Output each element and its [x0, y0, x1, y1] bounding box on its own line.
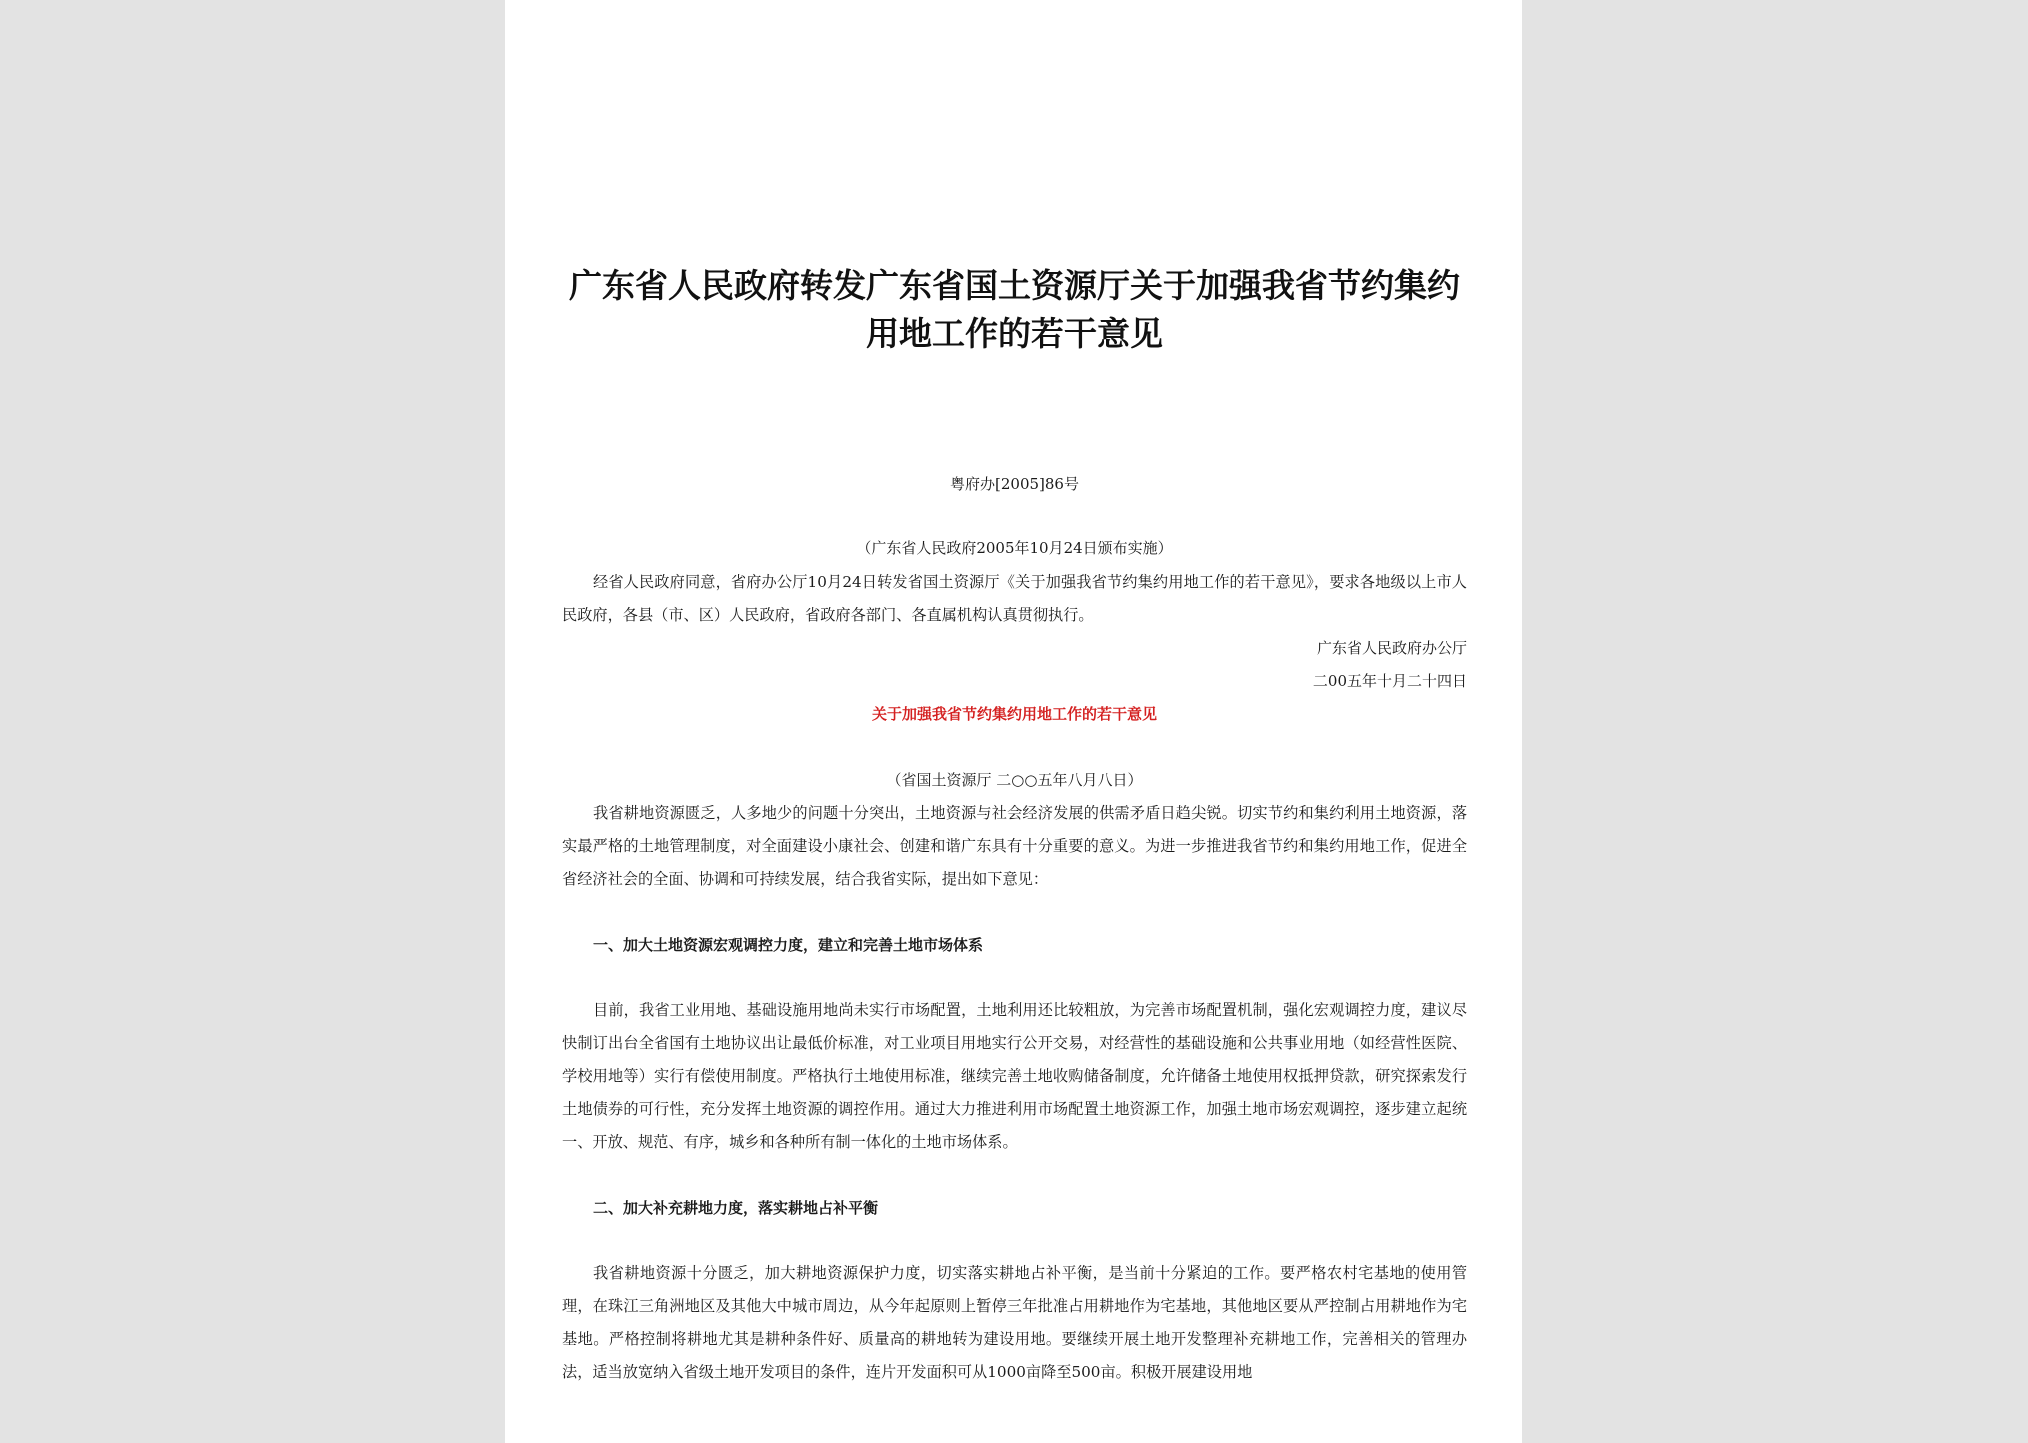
promulgation-note: （广东省人民政府2005年10月24日颁布实施）	[856, 539, 1173, 557]
document-page	[505, 0, 1522, 1443]
issuer: 广东省人民政府办公厅	[1316, 639, 1467, 657]
subtitle-source: （省国土资源厅 二○○五年八月八日）	[886, 771, 1143, 789]
section-paragraph-1: 目前，我省工业用地、基础设施用地尚未实行市场配置，土地利用还比较粗放，为完善市场配置机制，强化宏观调控力度，建议尽快制订出台全省国有土地协议出让最低价标准，对工业项目用地实行公开交易，对经营性的基础设施和公共事业用地（如经营性医院、学校用地等）实行有偿使用制度。严格执行土地使用标准，继续完善土地收购储备制度，允许储备土地使用权抵押贷款，研究探索发行土地债券的可行性，充分发挥土地资源的调控作用。通过大力推进利用市场配置土地资源工作，加强土地市场宏观调控，逐步建立起统一、开放、规范、有序，城乡和各种所有制一体化的土地市场体系。	[562, 1001, 1467, 1151]
section-paragraph-2: 我省耕地资源十分匮乏，加大耕地资源保护力度，切实落实耕地占补平衡，是当前十分紧迫的工作。要严格农村宅基地的使用管理，在珠江三角洲地区及其他大中城市周边，从今年起原则上暂停三年批准占用耕地作为宅基地，其他地区要从严控制占用耕地作为宅基地。严格控制将耕地尤其是耕种条件好、质量高的耕地转为建设用地。要继续开展土地开发整理补充耕地工作，完善相关的管理办法，适当放宽纳入省级土地开发项目的条件，连片开发面积可从1000亩降至500亩。积极开展建设用地	[562, 1264, 1467, 1381]
section-heading-1: 一、加大土地资源宏观调控力度，建立和完善土地市场体系	[593, 936, 984, 954]
opening-paragraph: 我省耕地资源匮乏，人多地少的问题十分突出，土地资源与社会经济发展的供需矛盾日趋尖锐。切实节约和集约利用土地资源，落实最严格的土地管理制度，对全面建设小康社会、创建和谐广东具有十分重要的意义。为进一步推进我省节约和集约用地工作，促进全省经济社会的全面、协调和可持续发展，结合我省实际，提出如下意见：	[562, 804, 1467, 888]
subtitle: 关于加强我省节约集约用地工作的若干意见	[871, 705, 1157, 723]
document-number: 粤府办[2005]86号	[950, 475, 1079, 493]
intro-paragraph: 经省人民政府同意，省府办公厅10月24日转发省国土资源厅《关于加强我省节约集约用地工作的若干意见》，要求各地级以上市人民政府，各县（市、区）人民政府，省政府各部门、各直属机构认真贯彻执行。	[562, 573, 1467, 624]
document-title: 广东省人民政府转发广东省国土资源厅关于加强我省节约集约用地工作的若干意见	[569, 266, 1460, 353]
section-heading-2: 二、加大补充耕地力度，落实耕地占补平衡	[593, 1199, 879, 1217]
issue-date: 二00五年十月二十四日	[1312, 672, 1467, 690]
